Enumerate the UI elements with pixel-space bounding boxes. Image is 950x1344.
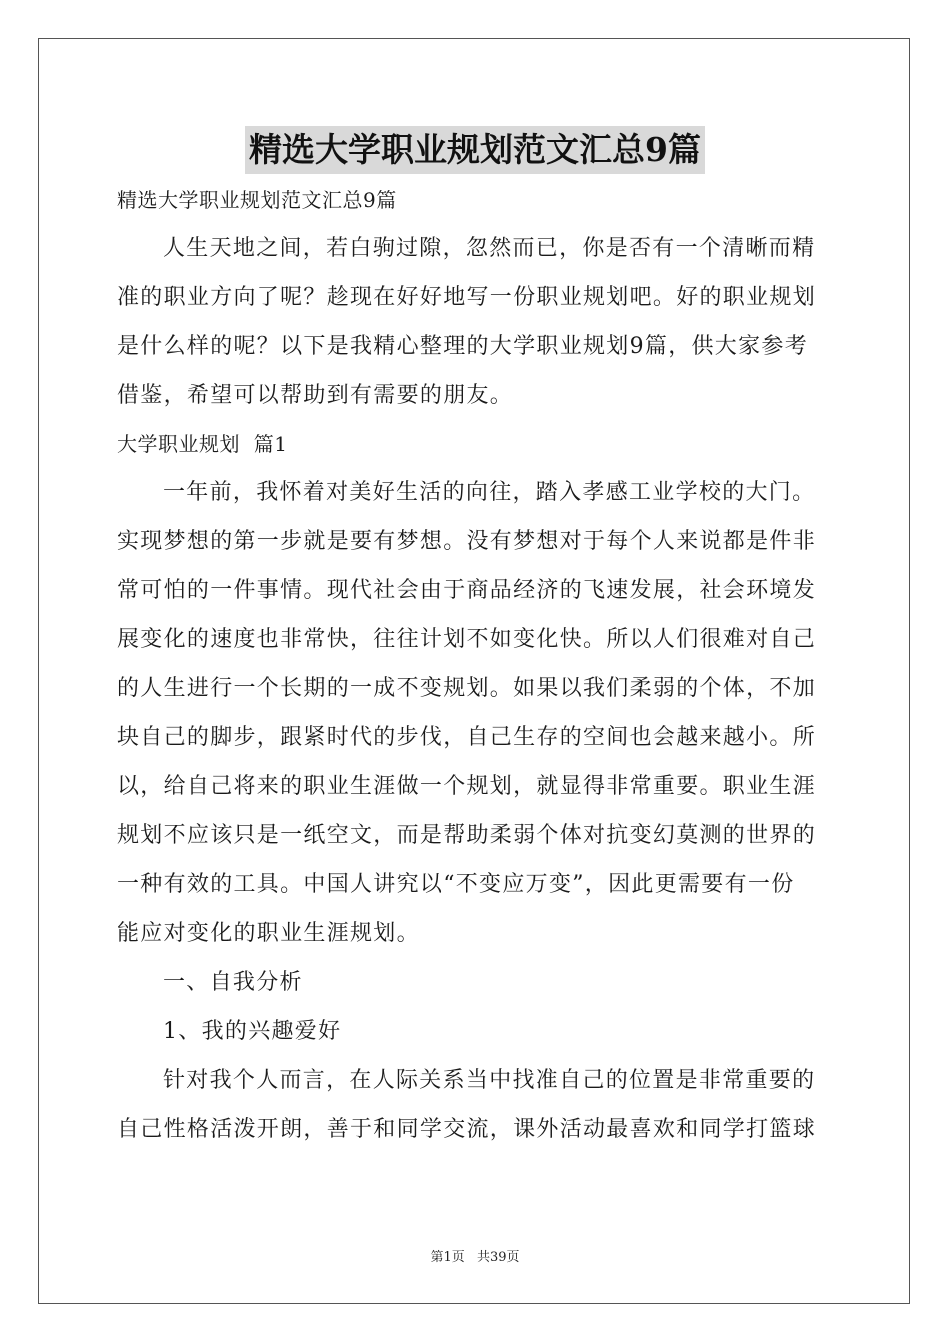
body-line: 一年前，我怀着对美好生活的向往，踏入孝感工业学校的大门。 xyxy=(163,480,816,505)
tail-line: 自己性格活泼开朗，善于和同学交流，课外活动最喜欢和同学打篮球 xyxy=(117,1117,817,1142)
intro-line: 准的职业方向了呢？趁现在好好地写一份职业规划吧。好的职业规划 xyxy=(117,285,817,310)
body-line: 常可怕的一件事情。现代社会由于商品经济的飞速发展，社会环境发 xyxy=(117,578,817,603)
body-line: 的人生进行一个长期的一成不变规划。如果以我们柔弱的个体，不加 xyxy=(117,676,817,701)
page-footer xyxy=(0,1246,950,1265)
body-line: 块自己的脚步，跟紧时代的步伐，自己生存的空间也会越来越小。所 xyxy=(117,725,817,750)
sub-heading-self-analysis: 一、自我分析 xyxy=(163,970,303,995)
body-line: 一种有效的工具。中国人讲究以“不变应万变”，因此更需要有一份 xyxy=(117,872,795,897)
page-number: 第1页 xyxy=(430,1250,465,1265)
document-subtitle: 精选大学职业规划范文汇总9篇 xyxy=(117,188,397,212)
body-line: 实现梦想的第一步就是要有梦想。没有梦想对于每个人来说都是件非 xyxy=(117,529,817,554)
document-title: 精选大学职业规划范文汇总9篇 xyxy=(245,126,705,174)
intro-line: 是什么样的呢？以下是我精心整理的大学职业规划9篇，供大家参考 xyxy=(117,334,808,359)
section-heading: 大学职业规划 篇1 xyxy=(117,432,288,456)
page-total: 共39页 xyxy=(476,1250,520,1265)
intro-line: 人生天地之间，若白驹过隙，忽然而已，你是否有一个清晰而精 xyxy=(163,236,816,261)
body-line: 展变化的速度也非常快，往往计划不如变化快。所以人们很难对自己 xyxy=(117,627,817,652)
sub-heading-interests: 1、我的兴趣爱好 xyxy=(163,1019,342,1044)
intro-line: 借鉴，希望可以帮助到有需要的朋友。 xyxy=(117,383,514,408)
body-line: 能应对变化的职业生涯规划。 xyxy=(117,921,420,946)
body-line: 规划不应该只是一纸空文，而是帮助柔弱个体对抗变幻莫测的世界的 xyxy=(117,823,817,848)
body-line: 以，给自己将来的职业生涯做一个规划，就显得非常重要。职业生涯 xyxy=(117,774,817,799)
tail-line: 针对我个人而言，在人际关系当中找准自己的位置是非常重要的 xyxy=(163,1068,816,1093)
document-body xyxy=(117,176,833,1154)
title-container xyxy=(0,126,950,174)
